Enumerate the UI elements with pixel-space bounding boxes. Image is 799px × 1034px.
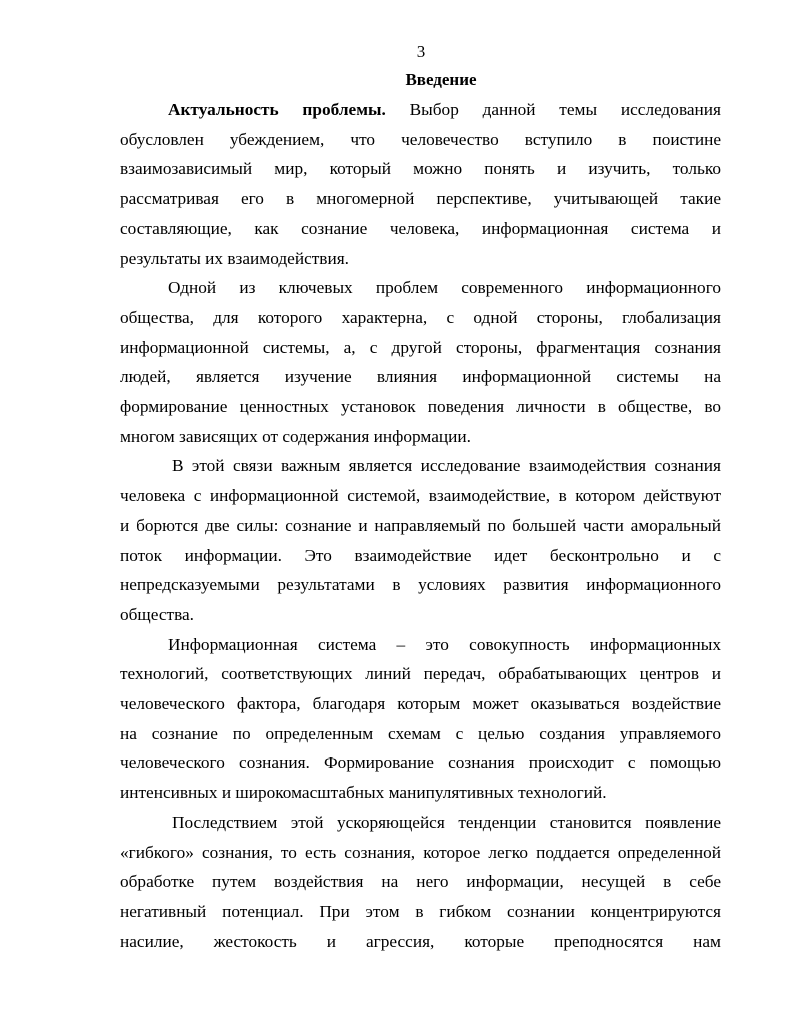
relevance-lead: Актуальность проблемы.	[168, 100, 386, 119]
text-line: интенсивных и широкомасштабных манипулятивных технологий.	[120, 783, 607, 803]
text-line: информационной системы, а, с другой стороны, фрагментация сознания	[120, 337, 721, 357]
text-line: результаты их взаимодействия.	[120, 248, 349, 268]
text-line: Информационная система – это совокупность информационных	[168, 634, 721, 654]
text-line: Последствием этой ускоряющейся тенденции становится появление	[172, 812, 721, 832]
text-line: рассматривая его в многомерной перспективе, учитывающей такие	[120, 189, 721, 209]
paragraph-relevance	[120, 95, 721, 273]
page-number: 3	[416, 42, 426, 61]
text-line: человека с информационной системой, взаимодействие, в котором действуют	[120, 486, 721, 506]
text-line: на сознание по определенным схемам с целью создания управляемого	[120, 723, 721, 743]
paragraph-consequence	[120, 808, 721, 957]
text-line: общества, для которого характерна, с одной стороны, глобализация	[120, 307, 721, 327]
paragraph-key-problem	[120, 273, 721, 451]
paragraph-information-system	[120, 630, 721, 808]
text-line: и борются две силы: сознание и направляемый по большей части аморальный	[120, 515, 721, 535]
text-line: человеческого фактора, благодаря которым может оказываться воздействие	[120, 694, 721, 714]
text-line: В этой связи важным является исследование взаимодействия сознания	[172, 456, 721, 476]
text-line: «гибкого» сознания, то есть сознания, которое легко поддается определенной	[120, 842, 721, 862]
text-line: формирование ценностных установок поведения личности в обществе, во	[120, 397, 721, 417]
page-heading: Введение	[405, 70, 477, 89]
text-line: обработке путем воздействия на него информации, несущей в себе	[120, 872, 721, 892]
line-text: Выбор данной темы исследования	[385, 100, 721, 119]
text-line: поток информации. Это взаимодействие идет бесконтрольно и с	[120, 545, 721, 565]
text-line: людей, является изучение влияния информационной системы на	[120, 367, 721, 387]
text-line: общества.	[120, 604, 194, 624]
document-body	[120, 95, 721, 956]
text-line	[120, 95, 721, 125]
text-line: человеческого сознания. Формирование сознания происходит с помощью	[120, 753, 721, 773]
text-line: многом зависящих от содержания информации.	[120, 426, 471, 446]
text-line: негативный потенциал. При этом в гибком сознании концентрируются	[120, 901, 721, 921]
text-line: непредсказуемыми результатами в условиях развития информационного	[120, 575, 721, 595]
text-line: обусловлен убеждением, что человечество вступило в поистине	[120, 129, 721, 149]
paragraph-interaction	[120, 451, 721, 629]
text-line: насилие, жестокость и агрессия, которые преподносятся нам	[120, 931, 721, 951]
text-line: технологий, соответствующих линий передач, обрабатывающих центров и	[120, 664, 721, 684]
text-line: взаимозависимый мир, который можно понять и изучить, только	[120, 159, 721, 179]
text-line: Одной из ключевых проблем современного информационного	[168, 278, 721, 298]
text-line: составляющие, как сознание человека, информационная система и	[120, 218, 721, 238]
